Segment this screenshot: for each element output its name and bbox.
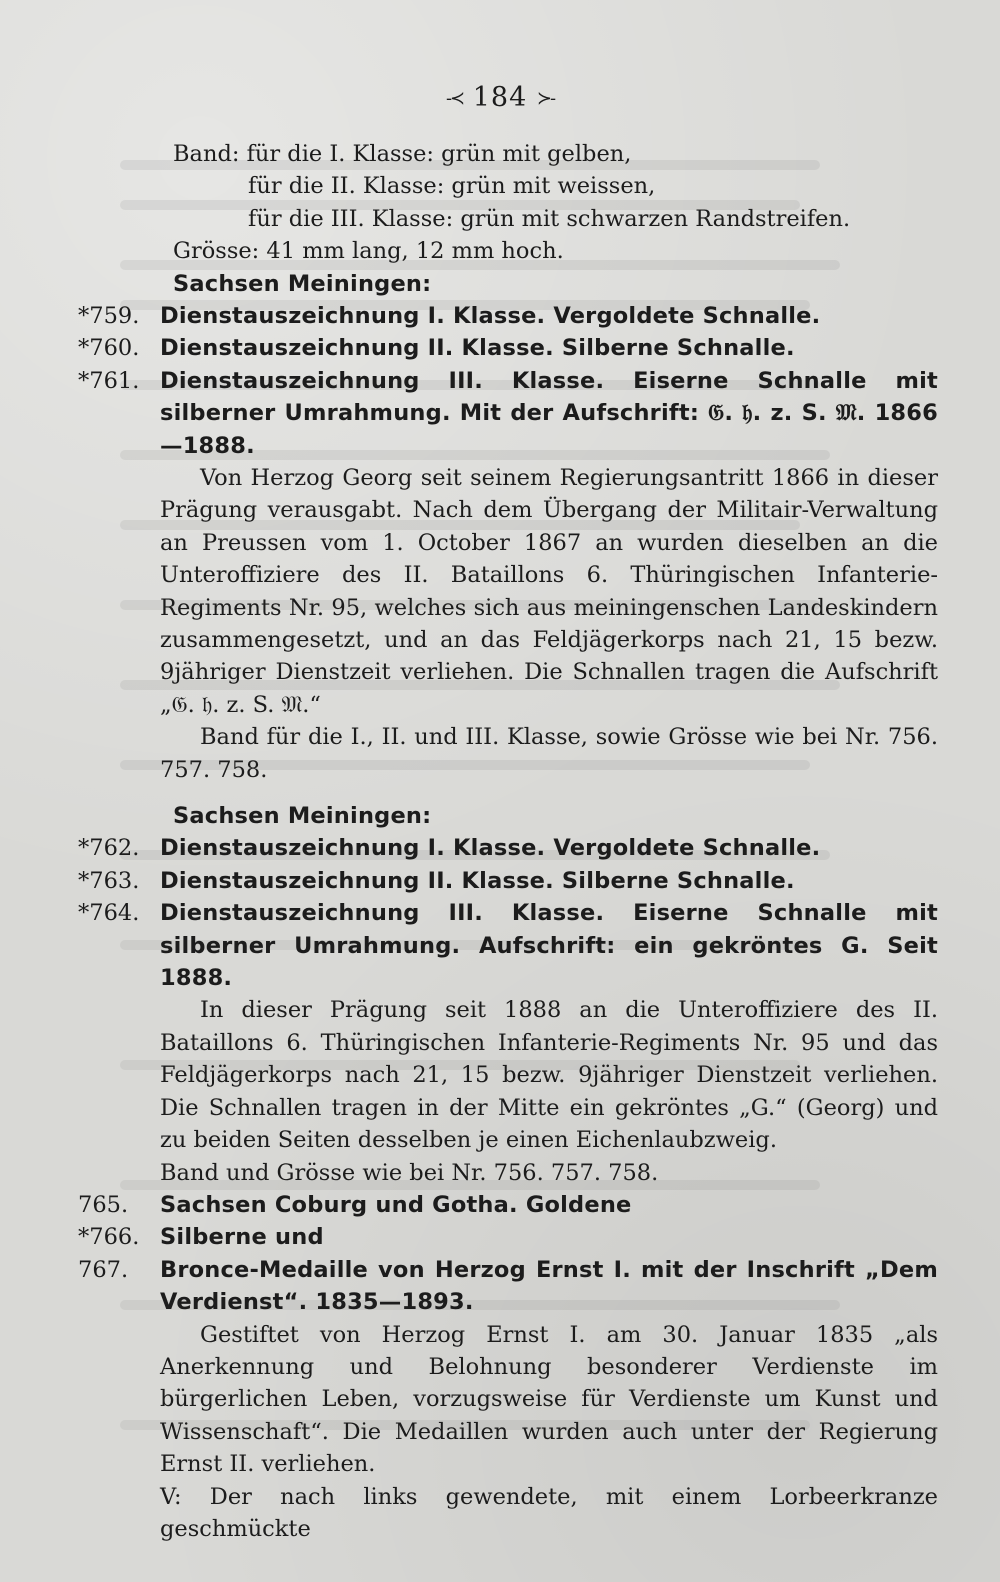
band-line-2: für die II. Klasse: grün mit weissen, xyxy=(248,173,656,200)
section3-description: Gestiftet von Herzog Ernst I. am 30. Januar 1835 „als Anerkennung und Belohnung besonderer Verdienste im bürgerlichen Leben, vorzugsweise für Verdienste um Kunst und Wissenschaft“. Die Medaillen wurden auch unter der Regierung Ernst II. verliehen. xyxy=(160,1321,938,1478)
item-number: 765. xyxy=(78,1191,129,1218)
size-line: Grösse: 41 mm lang, 12 mm hoch. xyxy=(173,238,564,265)
item-number: *764. xyxy=(78,900,140,927)
ornament-right-icon: ≻- xyxy=(536,88,555,109)
list-item xyxy=(78,365,938,462)
list-item xyxy=(78,1189,938,1221)
section3-obverse: V: Der nach links gewendete, mit einem Lorbeerkranze geschmückte xyxy=(160,1483,938,1542)
item-number: *763. xyxy=(78,867,140,894)
band-line-3: für die III. Klasse: grün mit schwarzen Randstreifen. xyxy=(248,205,851,232)
item-title: Dienstauszeichnung I. Klasse. Vergoldete Schnalle. xyxy=(160,835,821,862)
list-item xyxy=(78,1254,938,1319)
item-number: *766. xyxy=(78,1224,140,1251)
item-title: Dienstauszeichnung III. Klasse. Eiserne Schnalle mit silberner Umrahmung. Aufschrift: ein gekröntes G. Seit 1888. xyxy=(160,900,938,992)
section1-band-note: Band für die I., II. und III. Klasse, sowie Grösse wie bei Nr. 756. 757. 758. xyxy=(160,724,938,783)
list-item xyxy=(78,300,938,332)
section2-heading: Sachsen Meiningen: xyxy=(173,803,432,830)
page-number: 184 xyxy=(472,82,528,113)
item-title: Silberne und xyxy=(160,1224,324,1251)
item-title: Dienstauszeichnung II. Klasse. Silberne Schnalle. xyxy=(160,335,795,362)
list-item xyxy=(78,865,938,897)
item-title: Dienstauszeichnung III. Klasse. Eiserne Schnalle mit silberner Umrahmung. Mit der Aufschrift: 𝔊. 𝔥. z. S. 𝔐. 1866—1888. xyxy=(160,367,938,459)
section2-description: In dieser Prägung seit 1888 an die Unteroffiziere des II. Bataillons 6. Thüringischen Infanterie-Regiments Nr. 95 und das Feldjägerkorps nach 21, 15 bezw. 9jähriger Dienstzeit verliehen. Die Schnallen tragen in der Mitte ein gekröntes „G.“ (Georg) und zu beiden Seiten desselben je einen Eichenlaubzweig. xyxy=(160,997,938,1154)
item-title: Dienstauszeichnung II. Klasse. Silberne Schnalle. xyxy=(160,867,795,894)
section1-description: Von Herzog Georg seit seinem Regierungsantritt 1866 in dieser Prägung verausgabt. Nach dem Übergang der Militair-Verwaltung an Preussen vom 1. October 1867 an wurden dieselben an die Unteroffiziere des II. Bataillons 6. Thüringischen Infanterie-Regiments Nr. 95, welches sich aus meiningenschen Landeskindern zusammengesetzt, und an das Feldjägerkorps nach 21, 15 bezw. 9jähriger Dienstzeit verliehen. Die Schnallen tragen die Aufschrift „𝔊. 𝔥. z. S. 𝔐.“ xyxy=(160,464,938,718)
list-item xyxy=(78,897,938,994)
item-number: *762. xyxy=(78,835,140,862)
section2-band-note: Band und Grösse wie bei Nr. 756. 757. 758. xyxy=(160,1159,659,1186)
list-item xyxy=(78,1221,938,1253)
band-line-1: Band: für die I. Klasse: grün mit gelben, xyxy=(173,141,632,167)
item-title: Bronce-Medaille von Herzog Ernst I. mit der Inschrift „Dem Verdienst“. 1835—1893. xyxy=(160,1256,938,1316)
item-number: *759. xyxy=(78,302,140,329)
list-item xyxy=(78,832,938,864)
page-content xyxy=(78,138,938,1545)
item-title: Dienstauszeichnung I. Klasse. Vergoldete Schnalle. xyxy=(160,302,821,329)
ornament-left-icon: -≺ xyxy=(445,88,464,109)
item-number: 767. xyxy=(78,1256,129,1283)
page-header xyxy=(0,82,1000,113)
list-item xyxy=(78,332,938,364)
section1-heading: Sachsen Meiningen: xyxy=(173,270,432,297)
item-number: *761. xyxy=(78,367,140,394)
item-number: *760. xyxy=(78,335,140,362)
item-title: Sachsen Coburg und Gotha. Goldene xyxy=(160,1191,632,1218)
